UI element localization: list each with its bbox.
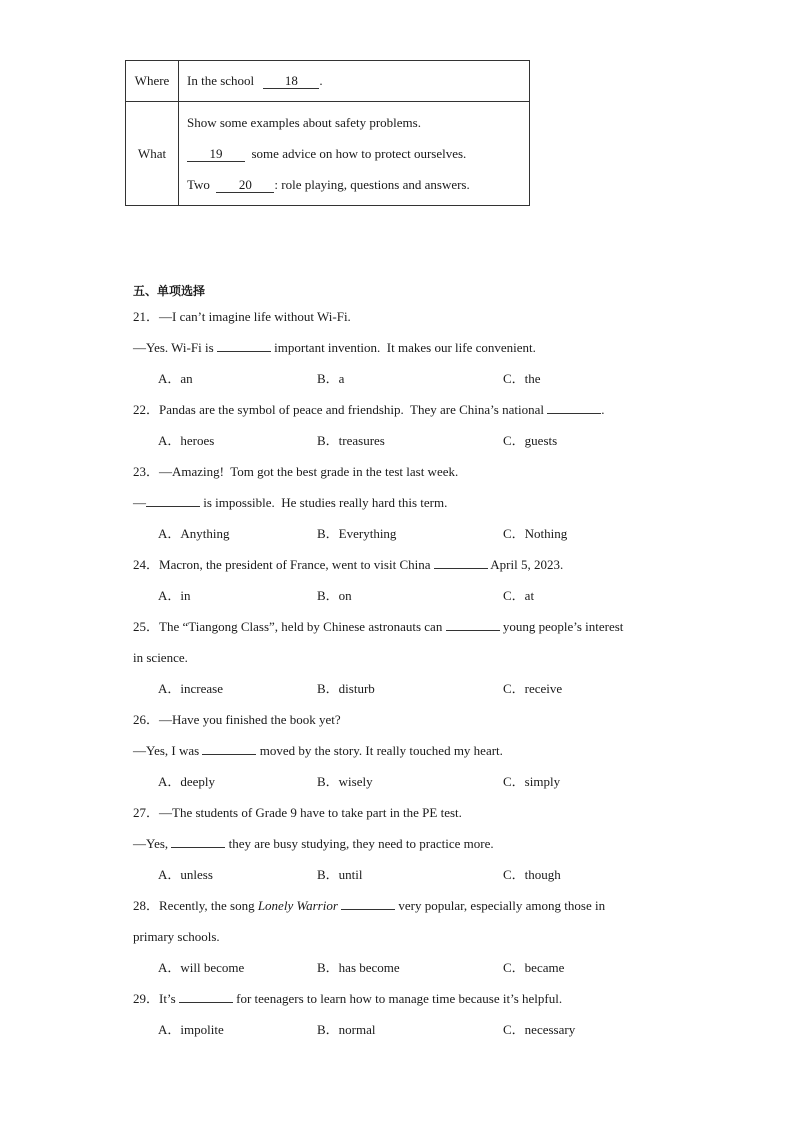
question-text: —Yes,: [133, 836, 172, 851]
what-line-2: [187, 138, 529, 169]
what-label: What: [126, 102, 179, 206]
question-text: —: [133, 495, 146, 510]
question-23: [133, 456, 693, 549]
blank-20: 20: [216, 178, 274, 193]
question-number: 26．: [133, 712, 160, 727]
question-24: [133, 549, 693, 611]
option-a[interactable]: A．increase: [158, 681, 223, 696]
where-label: Where: [126, 61, 179, 102]
question-text: moved by the story. It really touched my heart.: [256, 743, 503, 758]
question-number: 28．: [133, 898, 160, 913]
question-number: 21．: [133, 309, 160, 324]
answer-blank: [547, 400, 601, 414]
question-text: —I can’t imagine life without Wi-Fi.: [159, 309, 351, 324]
question-27: [133, 797, 693, 890]
question-text: —The students of Grade 9 have to take part in the PE test.: [159, 805, 462, 820]
answer-blank: [446, 617, 500, 631]
option-b[interactable]: B．wisely: [317, 774, 373, 789]
option-a[interactable]: A．impolite: [158, 1022, 224, 1037]
question-text: It’s: [159, 991, 179, 1006]
option-a[interactable]: A．Anything: [158, 526, 230, 541]
options-row: [133, 363, 693, 394]
question-line: [133, 301, 693, 332]
question-text: —Amazing! Tom got the best grade in the test last week.: [159, 464, 459, 479]
options-row: [133, 859, 693, 890]
what-line-1: Show some examples about safety problems.: [187, 115, 421, 130]
question-text: Pandas are the symbol of peace and friendship. They are China’s national: [159, 402, 548, 417]
what-line-3-text: : role playing, questions and answers.: [274, 177, 470, 192]
what-content: [179, 102, 530, 206]
option-c[interactable]: C．necessary: [503, 1022, 576, 1037]
question-text: young people’s interest: [499, 619, 624, 634]
question-line: [133, 890, 693, 921]
question-text: important invention. It makes our life convenient.: [270, 340, 536, 355]
question-22: [133, 394, 693, 456]
question-line: [133, 797, 693, 828]
option-c[interactable]: C．guests: [503, 433, 558, 448]
question-line: primary schools.: [133, 929, 220, 944]
question-number: 22．: [133, 402, 160, 417]
question-text: for teenagers to learn how to manage time because it’s helpful.: [232, 991, 563, 1006]
where-end: .: [319, 73, 323, 88]
option-b[interactable]: B．treasures: [317, 433, 385, 448]
question-line: [133, 332, 693, 363]
answer-blank: [217, 338, 271, 352]
question-text: is impossible. He studies really hard this term.: [200, 495, 448, 510]
question-line: [133, 456, 693, 487]
question-text: Macron, the president of France, went to visit China: [159, 557, 434, 572]
what-line-3-pre: Two: [187, 177, 210, 192]
options-row: [133, 766, 693, 797]
option-a[interactable]: A．will become: [158, 960, 245, 975]
answer-blank: [179, 989, 233, 1003]
question-line: [133, 394, 693, 425]
question-number: 23．: [133, 464, 160, 479]
song-title: Lonely Warrior: [257, 898, 338, 913]
blank-19: 19: [187, 147, 245, 162]
option-b[interactable]: B．has become: [317, 960, 400, 975]
what-line-2-text: some advice on how to protect ourselves.: [251, 146, 467, 161]
option-c[interactable]: C．simply: [503, 774, 561, 789]
options-row: [133, 952, 693, 983]
question-line: [133, 549, 693, 580]
option-b[interactable]: B．on: [317, 588, 352, 603]
question-text: they are busy studying, they need to practice more.: [225, 836, 494, 851]
options-row: [133, 580, 693, 611]
row-where: [126, 61, 530, 102]
question-text: .: [601, 402, 605, 417]
option-c[interactable]: C．Nothing: [503, 526, 568, 541]
question-line: [133, 704, 693, 735]
option-a[interactable]: A．deeply: [158, 774, 216, 789]
answer-blank: [434, 555, 488, 569]
question-25: [133, 611, 693, 704]
question-text: very popular, especially among those in: [395, 898, 606, 913]
question-text: Recently, the song: [159, 898, 258, 913]
question-text: —Yes, I was: [133, 743, 203, 758]
question-line: [133, 735, 693, 766]
answer-blank: [202, 741, 256, 755]
question-29: [133, 983, 693, 1045]
option-a[interactable]: A．unless: [158, 867, 213, 882]
answer-blank: [171, 834, 225, 848]
option-b[interactable]: B．a: [317, 371, 345, 386]
question-21: [133, 301, 693, 394]
question-line: in science.: [133, 650, 188, 665]
answer-blank: [146, 493, 200, 507]
option-b[interactable]: B．Everything: [317, 526, 397, 541]
option-c[interactable]: C．though: [503, 867, 561, 882]
question-list: [133, 301, 693, 1045]
blank-18: 18: [263, 74, 319, 89]
option-b[interactable]: B．normal: [317, 1022, 376, 1037]
question-line: [133, 611, 693, 642]
question-line: [133, 828, 693, 859]
option-b[interactable]: B．until: [317, 867, 363, 882]
question-26: [133, 704, 693, 797]
question-text: —Have you finished the book yet?: [159, 712, 341, 727]
option-a[interactable]: A．heroes: [158, 433, 215, 448]
options-row: [133, 1014, 693, 1045]
where-text: In the school: [187, 73, 255, 88]
option-a[interactable]: A．an: [158, 371, 193, 386]
question-number: 29．: [133, 991, 160, 1006]
option-b[interactable]: B．disturb: [317, 681, 375, 696]
options-row: [133, 425, 693, 456]
option-c[interactable]: C．receive: [503, 681, 563, 696]
question-text: —Yes. Wi-Fi is: [133, 340, 217, 355]
row-what: [126, 102, 530, 206]
question-28: [133, 890, 693, 983]
section-title: 五、单项选择: [133, 284, 206, 298]
what-line-3: [187, 169, 529, 200]
option-c[interactable]: C．at: [503, 588, 535, 603]
option-c[interactable]: C．the: [503, 371, 541, 386]
info-table: [125, 60, 530, 206]
answer-blank: [341, 896, 395, 910]
options-row: [133, 518, 693, 549]
where-content: [179, 61, 530, 102]
question-line: [133, 487, 693, 518]
options-row: [133, 673, 693, 704]
question-number: 25．: [133, 619, 160, 634]
question-text: The “Tiangong Class”, held by Chinese astronauts can: [159, 619, 446, 634]
option-c[interactable]: C．became: [503, 960, 565, 975]
question-number: 24．: [133, 557, 160, 572]
option-a[interactable]: A．in: [158, 588, 191, 603]
question-text: April 5, 2023.: [487, 557, 564, 572]
question-number: 27．: [133, 805, 160, 820]
question-line: [133, 983, 693, 1014]
